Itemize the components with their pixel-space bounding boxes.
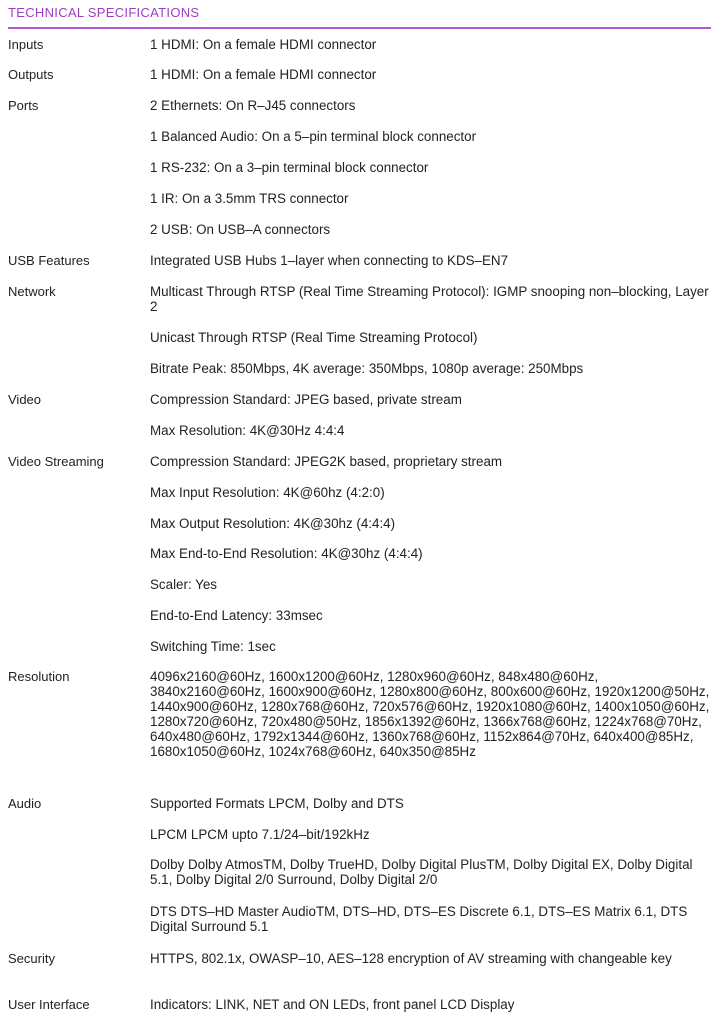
spec-value: Supported Formats LPCM, Dolby and DTS	[150, 796, 404, 811]
spec-value: Max Input Resolution: 4K@60hz (4:2:0)	[150, 485, 385, 500]
spec-value: 1 Balanced Audio: On a 5–pin terminal block connector	[150, 129, 477, 144]
spec-label: Network	[8, 284, 56, 299]
spec-value: LPCM LPCM upto 7.1/24–bit/192kHz	[150, 827, 370, 842]
spec-value: End-to-End Latency: 33msec	[150, 608, 323, 623]
spec-value: 4096x2160@60Hz, 1600x1200@60Hz, 1280x960@60Hz, 848x480@60Hz, 3840x2160@60Hz, 1600x900@60Hz, 1280x800@60Hz, 800x600@60Hz, 1920x1200@50Hz, 1440x900@60Hz, 1280x768@60Hz, 720x576@60Hz, 1920x1080@60Hz, 1400x1050@60Hz, 1280x720@60Hz, 720x480@50Hz, 1856x1392@60Hz, 1366x768@60Hz, 1224x768@70Hz, 640x480@60Hz, 1792x1344@60Hz, 1360x768@60Hz, 1152x864@70Hz, 640x400@85Hz, 1680x1050@60Hz, 1024x768@60Hz, 640x350@85Hz	[150, 669, 710, 759]
spec-value: Switching Time: 1sec	[150, 639, 276, 654]
spec-value: Scaler: Yes	[150, 577, 217, 592]
spec-value: HTTPS, 802.1x, OWASP–10, AES–128 encryption of AV streaming with changeable key	[150, 951, 672, 966]
title-divider	[8, 27, 711, 29]
spec-value: Max End-to-End Resolution: 4K@30hz (4:4:4)	[150, 546, 423, 561]
spec-value: Max Resolution: 4K@30Hz 4:4:4	[150, 423, 345, 438]
spec-value: 1 RS-232: On a 3–pin terminal block connector	[150, 160, 429, 175]
spec-value: 1 IR: On a 3.5mm TRS connector	[150, 191, 349, 206]
spec-value: Multicast Through RTSP (Real Time Streaming Protocol): IGMP snooping non–blocking, Layer 2	[150, 284, 709, 314]
spec-value: Indicators: LINK, NET and ON LEDs, front panel LCD Display	[150, 997, 515, 1012]
spec-label: Video Streaming	[8, 454, 104, 469]
spec-value: DTS DTS–HD Master AudioTM, DTS–HD, DTS–ES Discrete 6.1, DTS–ES Matrix 6.1, DTS Digital Surround 5.1	[150, 904, 688, 934]
spec-label: Video	[8, 392, 42, 407]
spec-value: Dolby Dolby AtmosTM, Dolby TrueHD, Dolby Digital PlusTM, Dolby Digital EX, Dolby Digital 5.1, Dolby Digital 2/0 Surround, Dolby Digital 2/0	[150, 857, 693, 887]
spec-label: User Interface	[8, 997, 90, 1012]
section-title: TECHNICAL SPECIFICATIONS	[8, 5, 200, 20]
spec-label: Ports	[8, 98, 39, 113]
spec-value: Bitrate Peak: 850Mbps, 4K average: 350Mbps, 1080p average: 250Mbps	[150, 361, 584, 376]
spec-value: Integrated USB Hubs 1–layer when connecting to KDS–EN7	[150, 253, 509, 268]
spec-value: Unicast Through RTSP (Real Time Streaming Protocol)	[150, 330, 478, 345]
spec-value: Max Output Resolution: 4K@30hz (4:4:4)	[150, 516, 396, 531]
spec-value: Compression Standard: JPEG based, private stream	[150, 392, 462, 407]
spec-label: Resolution	[8, 669, 70, 684]
spec-label: USB Features	[8, 253, 90, 268]
spec-label: Inputs	[8, 37, 44, 52]
spec-value: Compression Standard: JPEG2K based, proprietary stream	[150, 454, 503, 469]
spec-value: 1 HDMI: On a female HDMI connector	[150, 37, 377, 52]
spec-label: Outputs	[8, 67, 54, 82]
spec-value: 1 HDMI: On a female HDMI connector	[150, 67, 377, 82]
spec-value: 2 USB: On USB–A connectors	[150, 222, 331, 237]
spec-value: 2 Ethernets: On R–J45 connectors	[150, 98, 356, 113]
spec-label: Audio	[8, 796, 42, 811]
spec-label: Security	[8, 951, 55, 966]
